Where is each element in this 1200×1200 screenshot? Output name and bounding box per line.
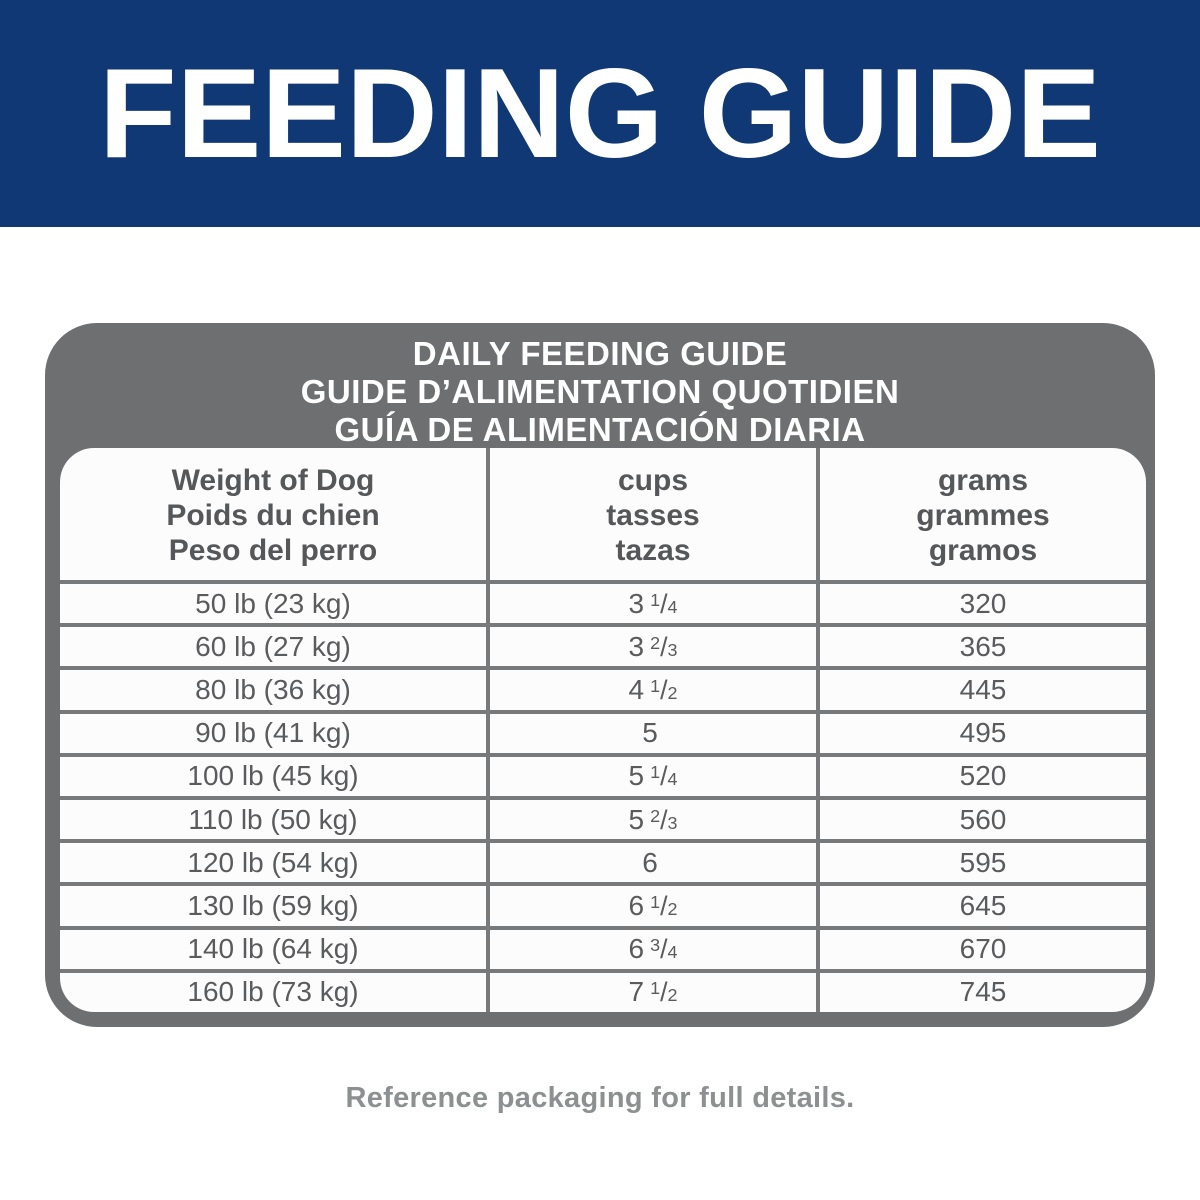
cups-fraction: $^1$/2 (650, 977, 678, 1008)
cups-whole: 3 (628, 587, 645, 619)
col-header-cups-fr: tasses (606, 498, 700, 532)
cups-cell (490, 666, 820, 709)
weight-cell: 90 lb (41 kg) (60, 710, 490, 753)
weight-cell: 110 lb (50 kg) (60, 796, 490, 839)
cups-whole: 6 (628, 889, 645, 921)
cups-fraction: $^1$/4 (650, 761, 678, 792)
cups-whole: 6 (628, 933, 645, 965)
cups-fraction: $^3$/4 (650, 934, 678, 965)
cups-whole: 5 (628, 760, 645, 792)
grams-cell: 445 (820, 666, 1146, 709)
feeding-table (60, 448, 1146, 1012)
feeding-guide-card (45, 323, 1155, 1027)
grams-cell: 645 (820, 882, 1146, 925)
weight-cell: 160 lb (73 kg) (60, 969, 490, 1012)
cups-whole: 7 (628, 976, 645, 1008)
card-title-line-fr: GUIDE D’ALIMENTATION QUOTIDIEN (300, 373, 900, 410)
col-header-cups-en: cups (617, 463, 689, 497)
weight-cell: 100 lb (45 kg) (60, 753, 490, 796)
col-header-weight-en: Weight of Dog (171, 463, 375, 497)
grams-cell: 595 (820, 839, 1146, 882)
grams-cell: 365 (820, 623, 1146, 666)
cups-cell (490, 623, 820, 666)
cups-cell (490, 882, 820, 925)
card-title-line-en: DAILY FEEDING GUIDE (412, 335, 788, 372)
col-header-weight-es: Peso del perro (168, 533, 378, 567)
grams-cell: 745 (820, 969, 1146, 1012)
col-header-grams (820, 448, 1146, 580)
weight-cell: 50 lb (23 kg) (60, 580, 490, 623)
cups-whole: 5 (628, 803, 645, 835)
cups-fraction: $^1$/4 (650, 588, 678, 619)
banner-title: FEEDING GUIDE (99, 42, 1101, 184)
col-header-grams-es: gramos (928, 533, 1038, 567)
cups-cell (490, 753, 820, 796)
cups-cell (490, 926, 820, 969)
footer-note: Reference packaging for full details. (345, 1082, 855, 1114)
card-title-line-es: GUÍA DE ALIMENTACIÓN DIARIA (334, 411, 866, 448)
cups-cell (490, 710, 820, 753)
cups-fraction: $^2$/3 (650, 631, 678, 662)
cups-cell (490, 839, 820, 882)
grams-cell: 560 (820, 796, 1146, 839)
weight-cell: 60 lb (27 kg) (60, 623, 490, 666)
cups-fraction: $^1$/2 (650, 674, 678, 705)
cups-cell (490, 580, 820, 623)
grams-cell: 670 (820, 926, 1146, 969)
feeding-guide-banner (0, 0, 1200, 227)
cups-whole: 6 (642, 846, 658, 878)
col-header-grams-en: grams (937, 463, 1029, 497)
cups-fraction: $^2$/3 (650, 804, 678, 835)
weight-cell: 140 lb (64 kg) (60, 926, 490, 969)
cups-fraction: $^1$/2 (650, 890, 678, 921)
card-title (45, 335, 1155, 449)
col-header-weight-fr: Poids du chien (166, 498, 380, 532)
col-header-cups (490, 448, 820, 580)
weight-cell: 120 lb (54 kg) (60, 839, 490, 882)
weight-cell: 80 lb (36 kg) (60, 666, 490, 709)
grams-cell: 520 (820, 753, 1146, 796)
col-header-grams-fr: grammes (916, 498, 1050, 532)
cups-whole: 5 (642, 717, 658, 749)
col-header-weight (60, 448, 490, 580)
weight-cell: 130 lb (59 kg) (60, 882, 490, 925)
cups-cell (490, 969, 820, 1012)
cups-whole: 3 (628, 630, 645, 662)
col-header-cups-es: tazas (615, 533, 691, 567)
grams-cell: 495 (820, 710, 1146, 753)
grams-cell: 320 (820, 580, 1146, 623)
cups-cell (490, 796, 820, 839)
cups-whole: 4 (628, 673, 645, 705)
